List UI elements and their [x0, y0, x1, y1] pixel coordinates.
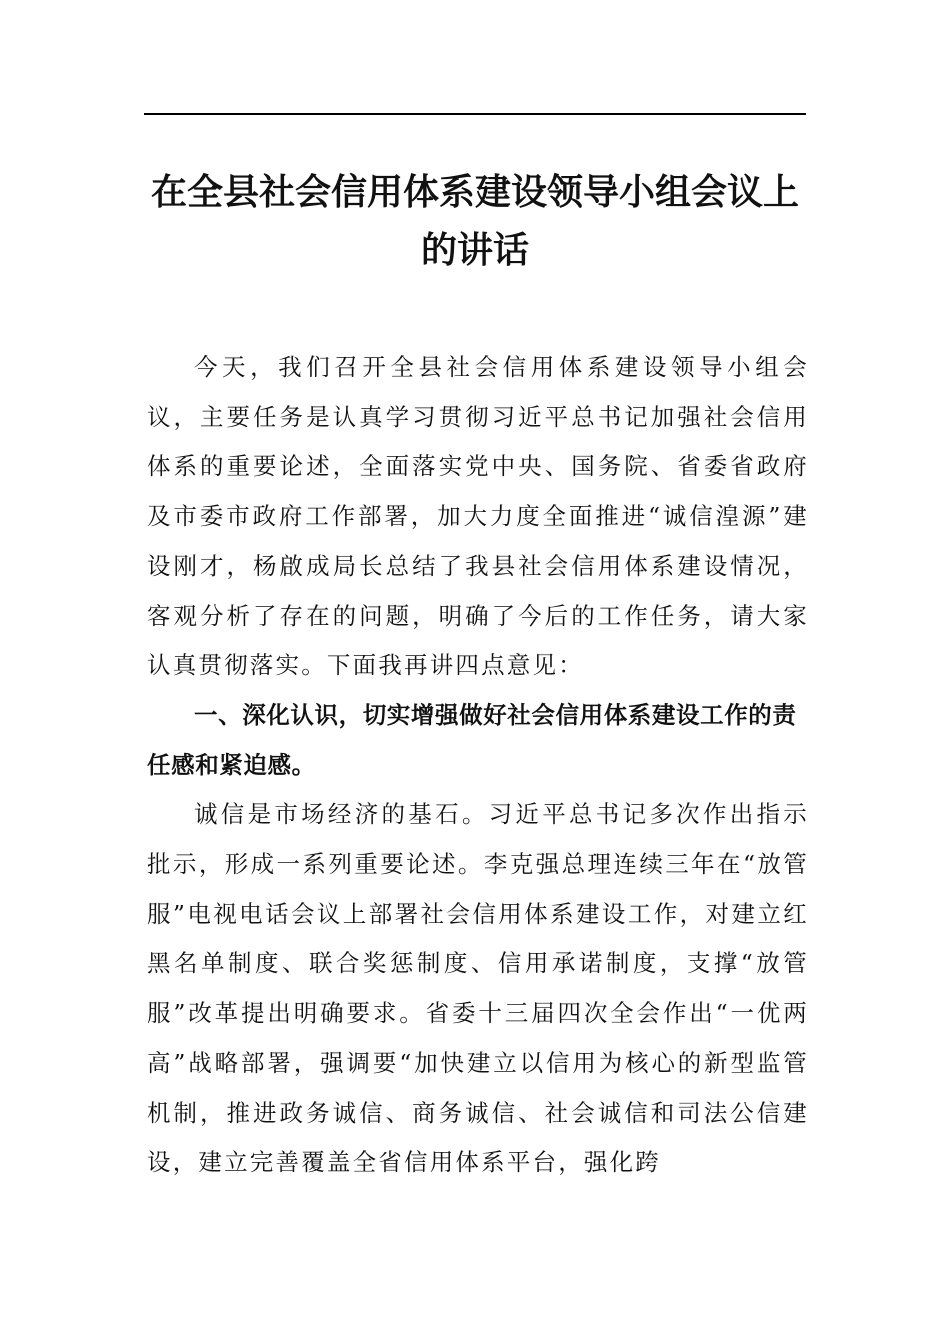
section-paragraph: 诚信是市场经济的基石。习近平总书记多次作出指示批示，形成一系列重要论述。李克强总理连续三年在“放管服”电视电话会议上部署社会信用体系建设工作，对建立红黑名单制度、联合奖惩制度、信用承诺制度，支撑“放管服”改革提出明确要求。省委十三届四次全会作出“一优两高”战略部署，强调要“加快建立以信用为核心的新型监管机制，推进政务诚信、商务诚信、社会诚信和司法公信建设，建立完善覆盖全省信用体系平台，强化跨: [147, 800, 809, 1177]
intro-paragraph: 今天，我们召开全县社会信用体系建设领导小组会议，主要任务是认真学习贯彻习近平总书记加强社会信用体系的重要论述，全面落实党中央、国务院、省委省政府及市委市政府工作部署，加大力度全面推进“诚信湟源”建设刚才，杨啟成局长总结了我县社会信用体系建设情况，客观分析了存在的问题，明确了今后的工作任务，请大家认真贯彻落实。下面我再讲四点意见：: [147, 353, 809, 680]
section-heading: 一、深化认识，切实增强做好社会信用体系建设工作的责任感和紧迫感。: [147, 700, 797, 779]
document-title: [144, 164, 806, 280]
document-body: [147, 343, 809, 1188]
title-line-1: 在全县社会信用体系建设领导小组会议上: [150, 172, 799, 213]
header-rule: [144, 113, 806, 115]
title-line-2: 的讲话: [420, 230, 529, 271]
